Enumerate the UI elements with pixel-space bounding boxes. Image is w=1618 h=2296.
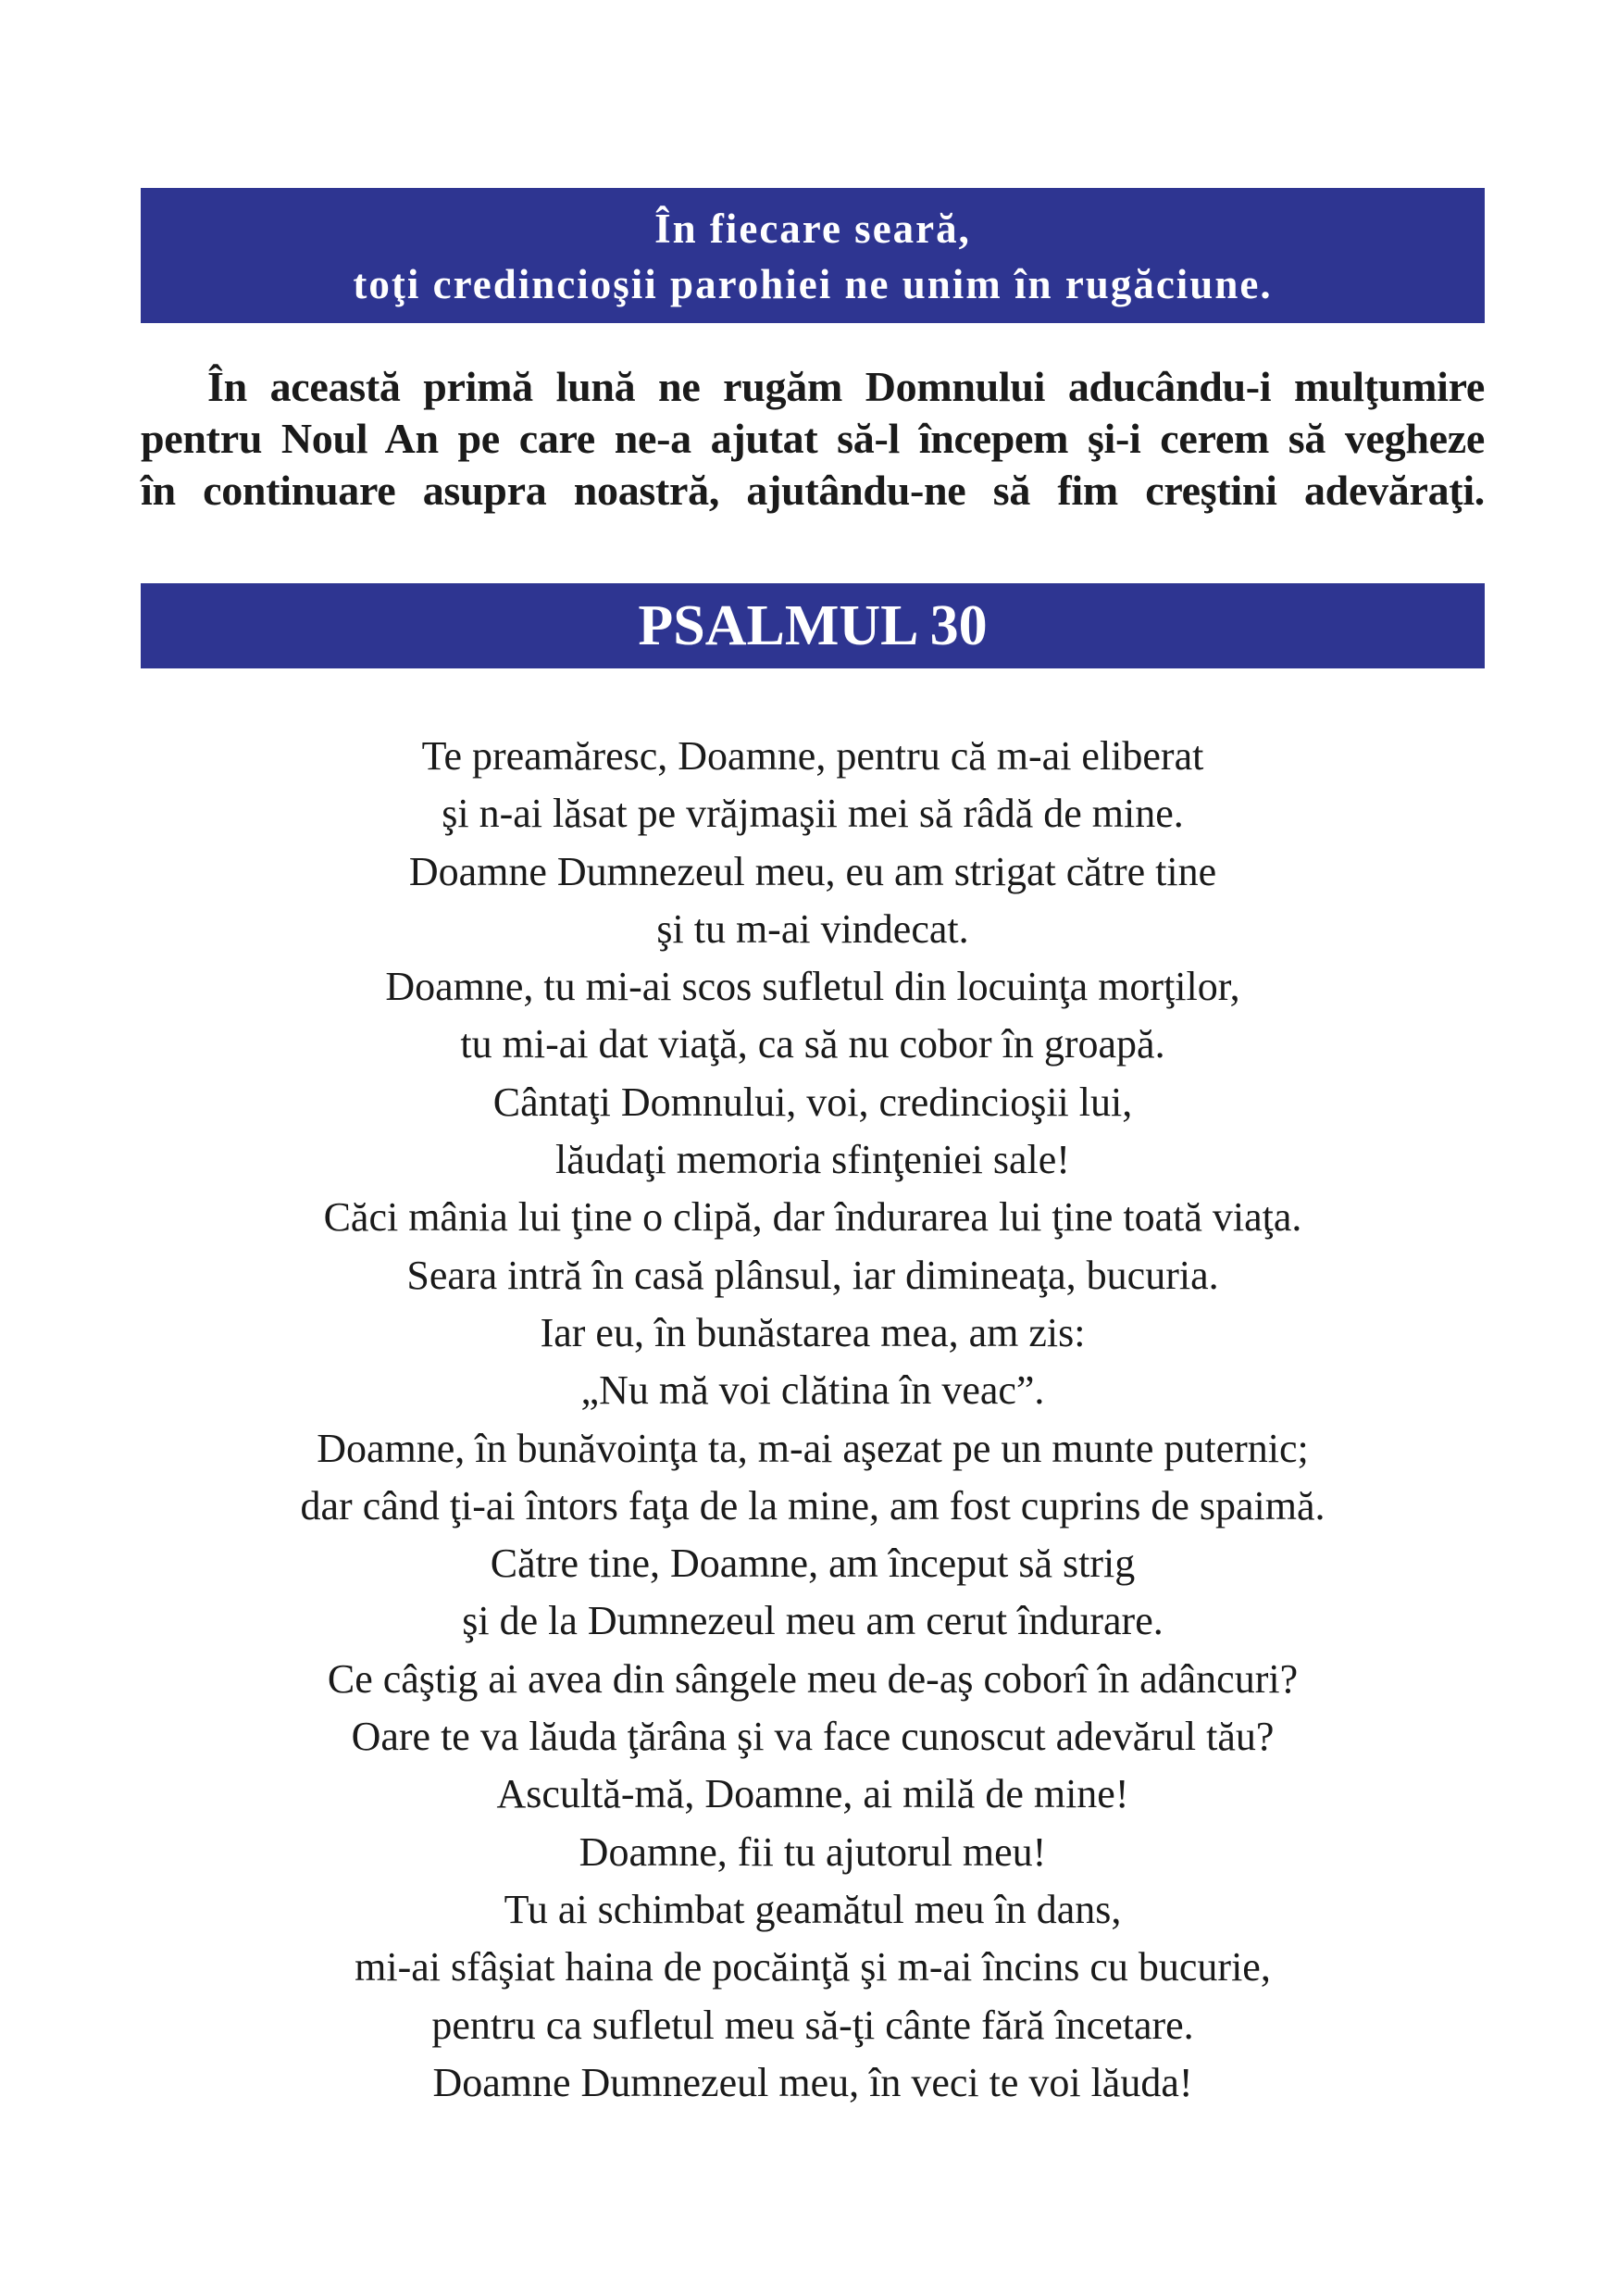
intro-line: în continuare asupra noastră, ajutându-ne să fim creştini adevăraţi. (141, 467, 1485, 514)
psalm-verse: pentru ca sufletul meu să-ţi cânte fără încetare. (431, 2002, 1194, 2048)
psalm-text (141, 728, 1485, 2112)
psalm-verse: Către tine, Doamne, am început să strig (490, 1541, 1136, 1587)
psalm-verse: Tu ai schimbat geamătul meu în dans, (504, 1886, 1122, 1932)
psalm-verse: Ce câştig ai avea din sângele meu de-aş coborî în adâncuri? (327, 1655, 1299, 1702)
psalm-verse: Te preamăresc, Doamne, pentru că m-ai eliberat (421, 733, 1204, 779)
psalm-verse: Seara intră în casă plânsul, iar dimineaţa, bucuria. (406, 1252, 1219, 1298)
psalm-title: PSALMUL 30 (638, 594, 988, 657)
intro-line: pentru Noul An pe care ne-a ajutat să-l începem şi-i cerem să vegheze (141, 415, 1485, 462)
header-banner-line: În fiecare seară, (654, 206, 971, 252)
psalm-verse: şi tu m-ai vindecat. (656, 905, 969, 952)
psalm-verse: tu mi-ai dat viaţă, ca să nu cobor în groapă. (460, 1021, 1165, 1067)
psalm-verse: şi de la Dumnezeul meu am cerut îndurare. (462, 1598, 1164, 1644)
psalm-verse: Doamne, fii tu ajutorul meu! (579, 1828, 1047, 1875)
psalm-verse: Doamne, tu mi-ai scos sufletul din locuinţa morţilor, (385, 964, 1240, 1010)
psalm-verse: Doamne Dumnezeul meu, eu am strigat către tine (408, 848, 1217, 894)
psalm-verse: Cântaţi Domnului, voi, credincioşii lui, (492, 1079, 1133, 1125)
psalm-verse: mi-ai sfâşiat haina de pocăinţă şi m-ai încins cu bucurie, (355, 1944, 1271, 1990)
psalm-verse: Iar eu, în bunăstarea mea, am zis: (540, 1309, 1086, 1355)
psalm-verse: şi n-ai lăsat pe vrăjmaşii mei să râdă de mine. (442, 791, 1184, 837)
psalm-title-banner (141, 583, 1485, 668)
psalm-verse: Oare te va lăuda ţărâna şi va face cunoscut adevărul tău? (351, 1714, 1275, 1760)
psalm-verse: Ascultă-mă, Doamne, ai milă de mine! (496, 1771, 1129, 1817)
header-banner-line: toţi credincioşii parohiei ne unim în rugăciune. (353, 261, 1273, 307)
psalm-verse: Doamne Dumnezeul meu, în veci te voi lăuda! (432, 2059, 1193, 2105)
psalm-verse: dar când ţi-ai întors faţa de la mine, am fost cuprins de spaimă. (300, 1482, 1326, 1529)
psalm-verse: Doamne, în bunăvoinţa ta, m-ai aşezat pe un munte puternic; (317, 1425, 1309, 1471)
psalm-verse: „Nu mă voi clătina în veac”. (580, 1367, 1045, 1414)
intro-line: În această primă lună ne rugăm Domnului aducându-i mulţumire (207, 363, 1485, 410)
psalm-verse: lăudaţi memoria sfinţeniei sale! (555, 1137, 1070, 1183)
psalm-verse: Căci mânia lui ţine o clipă, dar îndurarea lui ţine toată viaţa. (323, 1194, 1302, 1241)
intro-paragraph (141, 361, 1485, 517)
header-banner (141, 188, 1485, 323)
